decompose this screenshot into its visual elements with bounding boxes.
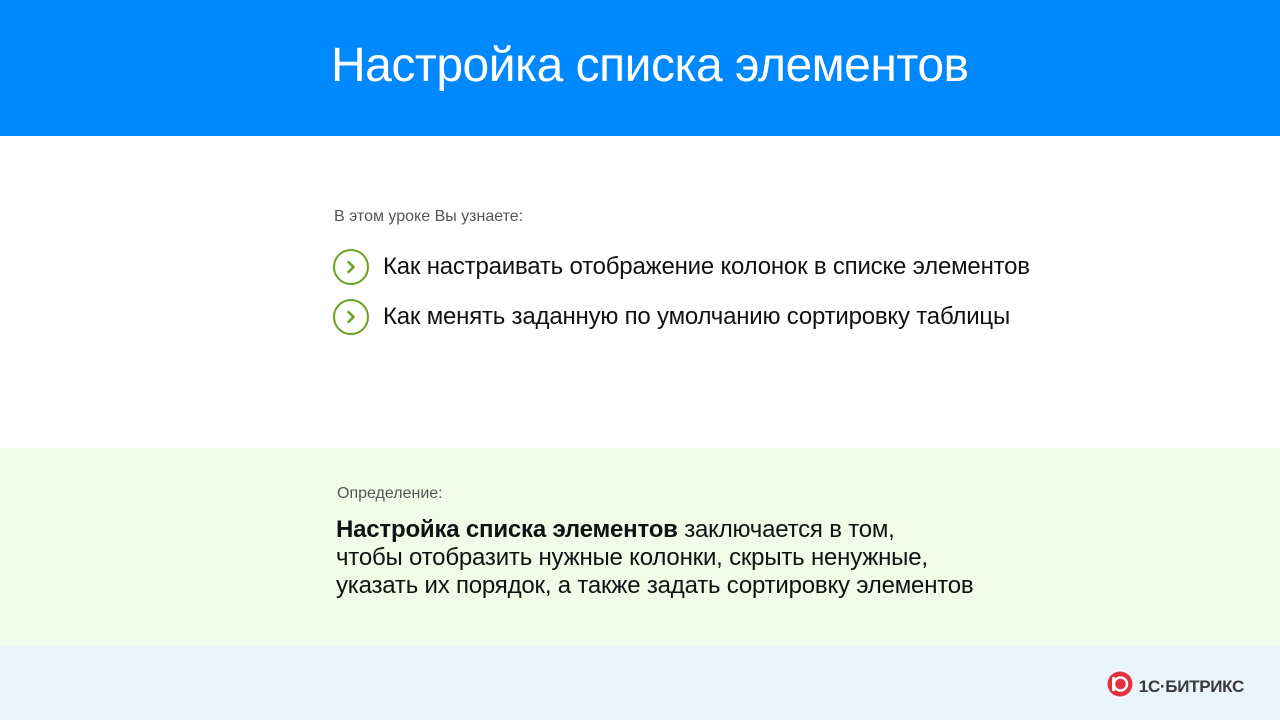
definition-line: указать их порядок, а также задать сортировку элементов (336, 572, 974, 599)
goal-item (333, 297, 1010, 337)
chevron-right-icon (333, 249, 369, 285)
definition-label: Определение: (337, 485, 443, 502)
brand-logo (1107, 671, 1244, 702)
chevron-right-icon (333, 299, 369, 335)
lesson-intro: В этом уроке Вы узнаете: (334, 208, 524, 225)
goal-item (333, 247, 1030, 287)
bitrix-logo-icon (1107, 671, 1133, 702)
definition-section (0, 448, 1280, 646)
footer-bar (0, 646, 1280, 720)
definition-line-rest: заключается в том, (677, 516, 895, 543)
page-title: Настройка списка элементов (331, 39, 969, 92)
definition-text (336, 516, 973, 600)
definition-line: чтобы отобразить нужные колонки, скрыть ненужные, (336, 544, 928, 571)
header-banner (0, 0, 1280, 136)
definition-term: Настройка списка элементов (336, 516, 678, 543)
lesson-section (0, 136, 1280, 448)
definition-line (336, 516, 973, 544)
goal-text: Как настраивать отображение колонок в списке элементов (383, 253, 1030, 280)
brand-logo-text: 1С·БИТРИКС (1138, 676, 1244, 696)
goal-text: Как менять заданную по умолчанию сортировку таблицы (383, 303, 1011, 330)
